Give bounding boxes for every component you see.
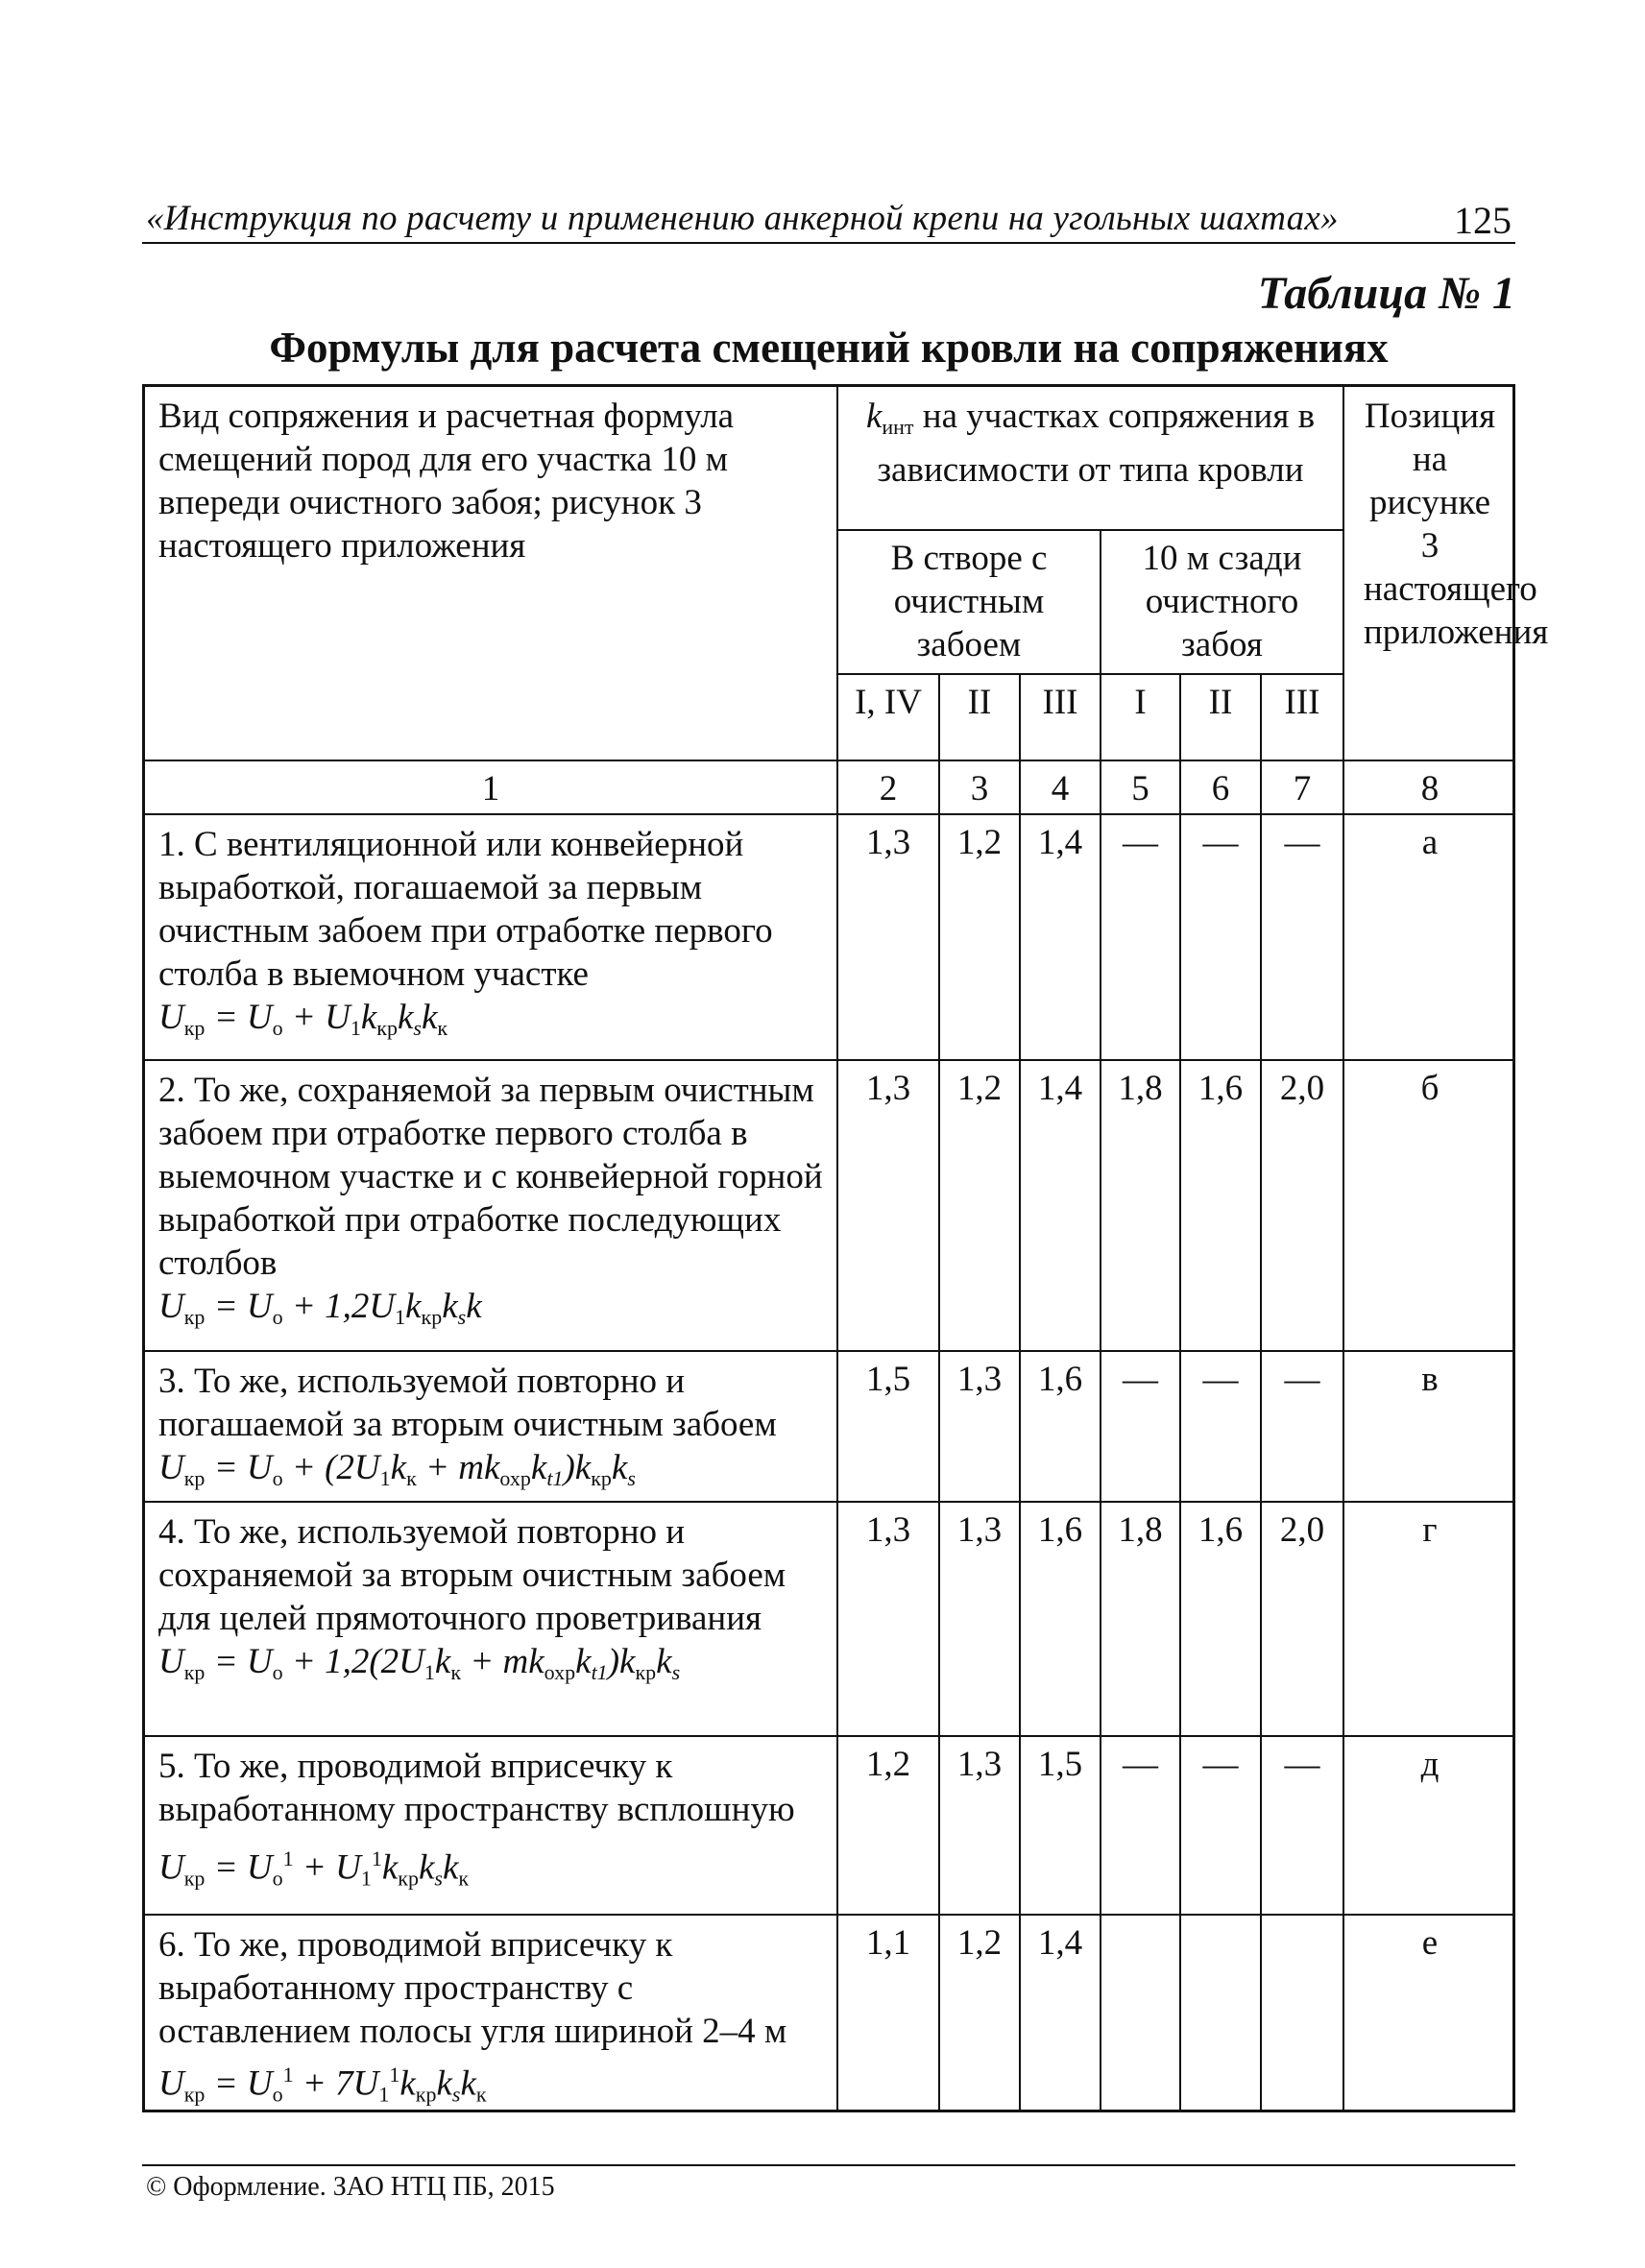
- row-5-value-6: —: [1284, 1745, 1320, 1784]
- column-number-5: 5: [1131, 769, 1149, 808]
- row-6-value-3: 1,4: [1037, 1923, 1083, 1963]
- row-2-text: 2. То же, сохраняемой за первым очистным забоем при отработке первого столба в выемочном участке и с конвейерной горной выработкой при отработке последующих столбов: [158, 1071, 823, 1283]
- row-6-value-2: 1,2: [956, 1923, 1003, 1963]
- row-1-text: 1. С вентиляционной или конвейерной выработкой, погашаемой за первым очистным забоем при отработке первого столба в выемочном участке: [158, 825, 773, 994]
- roof-type-1: I, IV: [855, 683, 922, 722]
- row-4-value-3: 1,6: [1037, 1510, 1083, 1550]
- row-2-value-6: 2,0: [1279, 1069, 1325, 1108]
- row-1-value-3: 1,4: [1037, 823, 1083, 862]
- roof-type-6: III: [1284, 683, 1320, 722]
- row-3-value-6: —: [1284, 1360, 1320, 1399]
- row-3-text: 3. То же, используемой повторно и погашаемой за вторым очистным забоем: [158, 1362, 777, 1444]
- column-header-description: Вид сопряжения и расчетная формула смещений пород для его участка 10 м впереди очистного забоя; рисунок 3 настоящего приложения: [158, 397, 735, 566]
- kint-subscript: инт: [882, 415, 914, 439]
- row-4-position: г: [1422, 1510, 1438, 1550]
- row-6-value-1: 1,1: [865, 1923, 911, 1963]
- row-4-value-6: 2,0: [1279, 1510, 1325, 1550]
- table-title: Формулы для расчета смещений кровли на сопряжениях: [269, 324, 1389, 372]
- table-row-4-description: [145, 1503, 836, 1694]
- row-5-value-4: —: [1123, 1745, 1158, 1784]
- row-3-value-3: 1,6: [1037, 1360, 1083, 1399]
- row-2-value-2: 1,2: [956, 1069, 1003, 1108]
- row-3-value-2: 1,3: [956, 1360, 1003, 1399]
- column-header-position: Позиция на рисунке 3 настоящего приложения: [1364, 397, 1549, 652]
- column-number-3: 3: [970, 769, 989, 808]
- table-row-2-description: [145, 1061, 836, 1339]
- row-2-position: б: [1420, 1069, 1439, 1108]
- running-header: [142, 192, 1515, 244]
- row-1-value-4: —: [1123, 823, 1158, 862]
- formula-table: [142, 384, 1549, 2112]
- table-row-3-description: [145, 1352, 836, 1500]
- row-2-value-3: 1,4: [1037, 1069, 1083, 1108]
- row-5-value-3: 1,5: [1037, 1745, 1083, 1784]
- row-4-value-2: 1,3: [956, 1510, 1003, 1550]
- kint-symbol: k: [865, 397, 883, 436]
- row-2-formula: $U_{кр} = U_о + 1,2U_1k_{кр}k_sk$: [158, 1287, 482, 1329]
- row-5-value-2: 1,3: [956, 1745, 1003, 1784]
- row-4-formula: $U_{кр} = U_о + 1,2(2U_1k_к + mk_{охр}k_{t1})k_{кр}k_s$: [158, 1642, 681, 1684]
- row-4-value-1: 1,3: [865, 1510, 911, 1550]
- row-2-value-5: 1,6: [1197, 1069, 1244, 1108]
- row-5-value-5: —: [1202, 1745, 1239, 1784]
- footer-rule: [142, 2164, 1515, 2166]
- roof-type-5: II: [1208, 683, 1233, 722]
- row-4-value-5: 1,6: [1197, 1510, 1244, 1550]
- row-1-value-5: —: [1202, 823, 1239, 862]
- column-number-1: 1: [481, 769, 500, 808]
- column-header-kint: [838, 389, 1343, 492]
- table-row-5-description: [145, 1737, 836, 1899]
- table-label: Таблица № 1: [1257, 268, 1515, 319]
- group-header-behind: 10 м сзади очистного забоя: [1142, 539, 1302, 664]
- row-1-value-6: —: [1284, 823, 1320, 862]
- column-number-7: 7: [1293, 769, 1312, 808]
- column-number-2: 2: [879, 769, 898, 808]
- column-number-6: 6: [1211, 769, 1230, 808]
- row-2-value-4: 1,8: [1118, 1069, 1163, 1108]
- row-5-text: 5. То же, проводимой вприсечку к выработанному пространству всплошную: [158, 1747, 795, 1829]
- row-5-position: д: [1420, 1745, 1439, 1784]
- column-number-4: 4: [1051, 769, 1070, 808]
- kint-header-text: на участках сопряжения в зависимости от типа кровли: [877, 397, 1316, 490]
- table-row-6-description: [145, 1916, 836, 2115]
- row-3-position: в: [1421, 1360, 1439, 1399]
- page-number: 125: [1454, 199, 1512, 242]
- row-6-formula: $U_{кр} = U_о^1 + 7U_1^1k_{кр}k_sk_к$: [158, 2063, 487, 2107]
- footer-copyright: © Оформление. ЗАО НТЦ ПБ, 2015: [146, 2172, 555, 2202]
- row-5-value-1: 1,2: [865, 1745, 911, 1784]
- roof-type-2: II: [967, 683, 992, 722]
- row-1-formula: $U_{кр} = U_о + U_1k_{кр}k_sk_к$: [158, 998, 448, 1040]
- column-number-8: 8: [1420, 769, 1439, 808]
- row-1-value-2: 1,2: [956, 823, 1003, 862]
- row-3-value-1: 1,5: [865, 1360, 911, 1399]
- roof-type-4: I: [1134, 683, 1147, 722]
- row-4-text: 4. То же, используемой повторно и сохраняемой за вторым очистным забоем для целей прямоточного проветривания: [158, 1512, 786, 1638]
- row-4-value-4: 1,8: [1118, 1510, 1163, 1550]
- row-2-value-1: 1,3: [865, 1069, 911, 1108]
- table-row-1-description: [145, 815, 836, 1050]
- row-6-text: 6. То же, проводимой вприсечку к выработанному пространству с оставлением полосы угля шириной 2–4 м: [158, 1925, 787, 2051]
- group-header-face: В створе с очистным забоем: [890, 539, 1048, 664]
- row-3-value-5: —: [1202, 1360, 1239, 1399]
- roof-type-3: III: [1042, 683, 1078, 722]
- row-5-formula: $U_{кр} = U_о^1 + U_1^1k_{кр}k_sk_к$: [158, 1846, 470, 1891]
- row-3-value-4: —: [1123, 1360, 1158, 1399]
- row-6-position: е: [1421, 1923, 1439, 1963]
- row-3-formula: $U_{кр} = U_о + (2U_1k_к + mk_{охр}k_{t1})k_{кр}k_s$: [158, 1448, 636, 1490]
- row-1-value-1: 1,3: [865, 823, 911, 862]
- running-header-title: «Инструкция по расчету и применению анкерной крепи на угольных шахтах»: [146, 199, 1339, 238]
- row-1-position: а: [1421, 823, 1439, 862]
